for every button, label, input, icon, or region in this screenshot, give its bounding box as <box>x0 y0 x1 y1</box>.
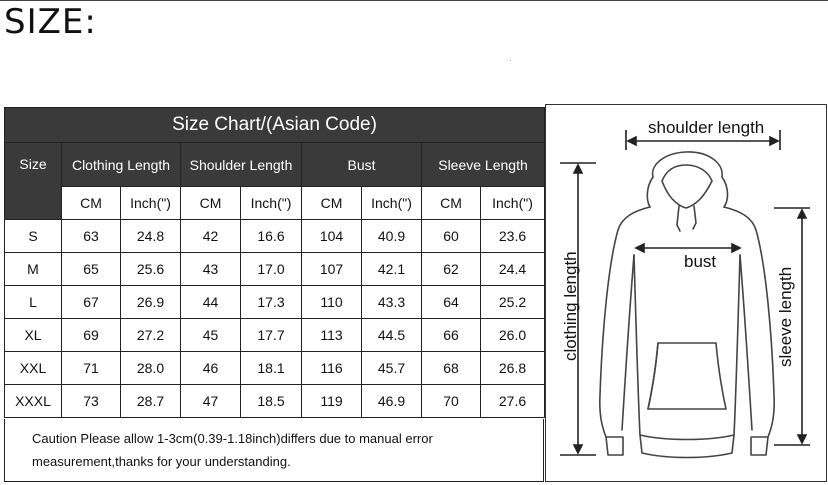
table-cell: 17.7 <box>241 319 302 352</box>
table-cell: 18.5 <box>241 385 302 418</box>
table-cell: 62 <box>422 253 481 286</box>
hoodie-outline <box>600 152 774 458</box>
table-row <box>5 319 545 352</box>
clothing-length-label: clothing length <box>561 251 580 361</box>
top-border-line <box>0 0 828 1</box>
table-cell: 116 <box>302 352 362 385</box>
table-cell: 66 <box>422 319 481 352</box>
table-cell: 71 <box>62 352 121 385</box>
unit-header: Inch(") <box>241 187 302 220</box>
table-row <box>5 352 545 385</box>
arrow-head-icon <box>574 445 582 453</box>
table-cell: 107 <box>302 253 362 286</box>
table-cell: 25.6 <box>121 253 181 286</box>
table-cell: 104 <box>302 220 362 253</box>
arrow-head-icon <box>732 244 740 252</box>
measurement-diagram <box>545 104 827 482</box>
table-row <box>5 286 545 319</box>
unit-header: CM <box>181 187 241 220</box>
table-cell: 26.0 <box>481 319 545 352</box>
table-cell: 27.6 <box>481 385 545 418</box>
table-cell: 24.4 <box>481 253 545 286</box>
size-cell: S <box>5 220 62 253</box>
measurement-arrows <box>560 130 810 455</box>
arrow-head-icon <box>628 137 636 145</box>
table-row <box>5 220 545 253</box>
unit-header: CM <box>302 187 362 220</box>
unit-header: CM <box>62 187 121 220</box>
table-cell: 67 <box>62 286 121 319</box>
table-cell: 63 <box>62 220 121 253</box>
table-cell: 27.2 <box>121 319 181 352</box>
arrow-head-icon <box>574 165 582 173</box>
table-row <box>5 253 545 286</box>
table-cell: 17.3 <box>241 286 302 319</box>
group-header-sleeve-length: Sleeve Length <box>422 143 545 187</box>
unit-header: Inch(") <box>362 187 422 220</box>
table-cell: 47 <box>181 385 241 418</box>
table-cell: 23.6 <box>481 220 545 253</box>
hoodie-illustration <box>546 105 828 483</box>
caution-line: Caution Please allow 1-3cm(0.39-1.18inch)differs due to manual error <box>32 431 433 446</box>
size-chart <box>4 107 544 483</box>
table-cell: 18.1 <box>241 352 302 385</box>
unit-header: CM <box>422 187 481 220</box>
stray-dot <box>510 60 511 61</box>
size-cell: XXL <box>5 352 62 385</box>
table-cell: 28.7 <box>121 385 181 418</box>
size-table <box>4 107 545 418</box>
size-cell: M <box>5 253 62 286</box>
group-header-bust: Bust <box>302 143 422 187</box>
arrow-head-icon <box>798 210 806 218</box>
page-heading: SIZE: <box>4 2 97 42</box>
table-cell: 24.8 <box>121 220 181 253</box>
table-cell: 40.9 <box>362 220 422 253</box>
table-cell: 26.8 <box>481 352 545 385</box>
group-header-clothing-length: Clothing Length <box>62 143 181 187</box>
table-cell: 46 <box>181 352 241 385</box>
caution-line: measurement,thanks for your understanding. <box>32 454 291 469</box>
table-cell: 43 <box>181 253 241 286</box>
table-cell: 44.5 <box>362 319 422 352</box>
table-cell: 42 <box>181 220 241 253</box>
size-cell: XL <box>5 319 62 352</box>
arrow-head-icon <box>798 435 806 443</box>
table-title: Size Chart/(Asian Code) <box>5 108 545 143</box>
sleeve-length-label: sleeve length <box>776 266 795 367</box>
shoulder-length-label: shoulder length <box>648 118 765 137</box>
table-cell: 28.0 <box>121 352 181 385</box>
arrow-head-icon <box>636 244 644 252</box>
table-row <box>5 385 545 418</box>
table-cell: 45.7 <box>362 352 422 385</box>
table-cell: 119 <box>302 385 362 418</box>
table-cell: 25.2 <box>481 286 545 319</box>
size-cell: XXXL <box>5 385 62 418</box>
table-cell: 46.9 <box>362 385 422 418</box>
table-cell: 70 <box>422 385 481 418</box>
group-header-shoulder-length: Shoulder Length <box>181 143 302 187</box>
table-cell: 16.6 <box>241 220 302 253</box>
table-cell: 26.9 <box>121 286 181 319</box>
table-cell: 44 <box>181 286 241 319</box>
caution-note <box>4 419 544 482</box>
arrow-head-icon <box>770 137 778 145</box>
table-cell: 43.3 <box>362 286 422 319</box>
table-cell: 60 <box>422 220 481 253</box>
table-cell: 68 <box>422 352 481 385</box>
table-cell: 69 <box>62 319 121 352</box>
bust-label: bust <box>684 252 717 271</box>
unit-header: Inch(") <box>121 187 181 220</box>
table-cell: 65 <box>62 253 121 286</box>
table-cell: 110 <box>302 286 362 319</box>
size-cell: L <box>5 286 62 319</box>
table-cell: 45 <box>181 319 241 352</box>
unit-header: Inch(") <box>481 187 545 220</box>
table-cell: 113 <box>302 319 362 352</box>
table-cell: 73 <box>62 385 121 418</box>
table-cell: 17.0 <box>241 253 302 286</box>
table-cell: 42.1 <box>362 253 422 286</box>
table-cell: 64 <box>422 286 481 319</box>
size-column-header: Size <box>5 143 62 220</box>
